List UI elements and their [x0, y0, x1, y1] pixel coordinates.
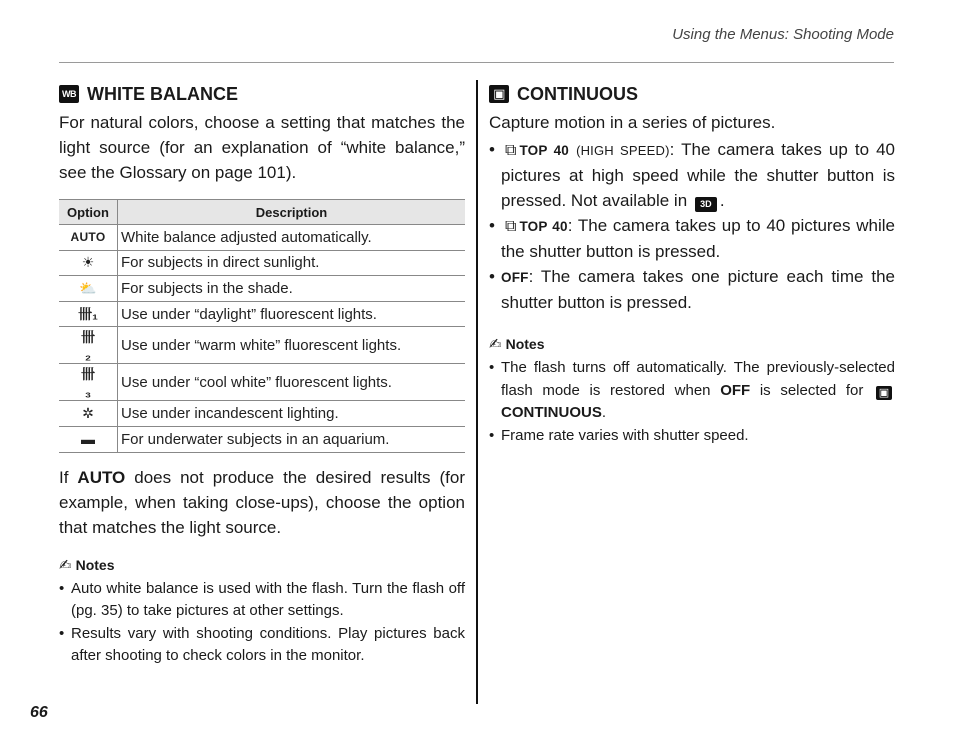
continuous-title: CONTINUOUS [517, 83, 638, 104]
table-header-description: Description [118, 200, 466, 225]
white-balance-auto-note: If AUTO does not produce the desired results (for example, when taking close-ups), choose the option that matches the light source. [59, 467, 465, 537]
page-number: 66 [30, 704, 48, 721]
white-balance-icon: WB [59, 85, 79, 103]
incandescent-icon: ✲ [82, 405, 94, 422]
sun-icon: ☀ [81, 254, 95, 271]
auto-option: AUTO [59, 225, 118, 251]
table-row [59, 364, 465, 401]
white-balance-notes-heading: ✍ Notes [59, 556, 115, 574]
row-description: White balance adjusted automatically. [118, 225, 466, 251]
table-row [59, 301, 465, 327]
row-description: Use under incandescent lighting. [118, 401, 466, 427]
continuous-heading [489, 82, 895, 106]
white-balance-section [59, 82, 465, 668]
continuous-notes [489, 357, 895, 447]
fluorescent-daylight-icon: 卌₁ [78, 306, 98, 323]
white-balance-table [59, 199, 465, 453]
table-row [59, 401, 465, 427]
list-item: • The flash turns off automatically. The previously-selected flash mode is restored when OFF is selected for ▣CONTINUOUS. [489, 357, 895, 425]
white-balance-notes [59, 578, 465, 668]
high-speed-burst-icon: ⧉ [505, 142, 517, 159]
table-row [59, 426, 465, 452]
continuous-intro: Capture motion in a series of pictures. [489, 113, 776, 132]
table-row [59, 327, 465, 364]
table-header-option: Option [59, 200, 118, 225]
row-description: For subjects in the shade. [118, 276, 466, 302]
list-item: • ⧉ TOP 40 (HIGH SPEED): The camera takes up to 40 pictures at high speed while the shutter button is pressed. Not available in 3D . [489, 137, 895, 213]
white-balance-title: WHITE BALANCE [87, 83, 238, 104]
continuous-icon: ▣ [876, 386, 892, 400]
3d-mode-icon: 3D [695, 197, 717, 212]
table-row [59, 225, 465, 251]
table-row [59, 276, 465, 302]
list-item: • Auto white balance is used with the flash. Turn the flash off (pg. 35) to take pictures at other settings. [59, 578, 465, 623]
burst-icon: ⧉ [505, 218, 517, 235]
running-header: Using the Menus: Shooting Mode [672, 26, 894, 43]
column-divider [476, 80, 478, 704]
continuous-section [489, 82, 895, 447]
continuous-icon: ▣ [489, 85, 509, 103]
white-balance-intro: For natural colors, choose a setting that matches the light source (for an explanation of “white balance,” see the Glossary on page 101). [59, 113, 465, 182]
row-description: For underwater subjects in an aquarium. [118, 426, 466, 452]
row-description: Use under “cool white” fluorescent lights. [118, 364, 466, 401]
table-row [59, 250, 465, 276]
row-description: Use under “warm white” fluorescent lights. [118, 327, 466, 364]
continuous-notes-heading: ✍ Notes [489, 336, 545, 353]
list-item: • ⧉ TOP 40: The camera takes up to 40 pictures while the shutter button is pressed. [489, 213, 895, 264]
row-description: Use under “daylight” fluorescent lights. [118, 301, 466, 327]
pencil-icon: ✍ [59, 556, 72, 574]
fluorescent-warm-icon: 卌₂ [81, 329, 95, 364]
list-item: • Frame rate varies with shutter speed. [489, 425, 895, 448]
underwater-icon: ▬ [81, 431, 95, 448]
white-balance-heading [59, 82, 465, 106]
continuous-options [489, 137, 895, 315]
list-item: • OFF: The camera takes one picture each time the shutter button is pressed. [489, 264, 895, 315]
header-divider [59, 62, 894, 63]
fluorescent-cool-icon: 卌₃ [81, 366, 95, 401]
pencil-icon: ✍ [489, 336, 502, 353]
row-description: For subjects in direct sunlight. [118, 250, 466, 276]
shade-icon: ⛅ [79, 279, 97, 296]
list-item: • Results vary with shooting conditions. Play pictures back after shooting to check colors in the monitor. [59, 623, 465, 668]
